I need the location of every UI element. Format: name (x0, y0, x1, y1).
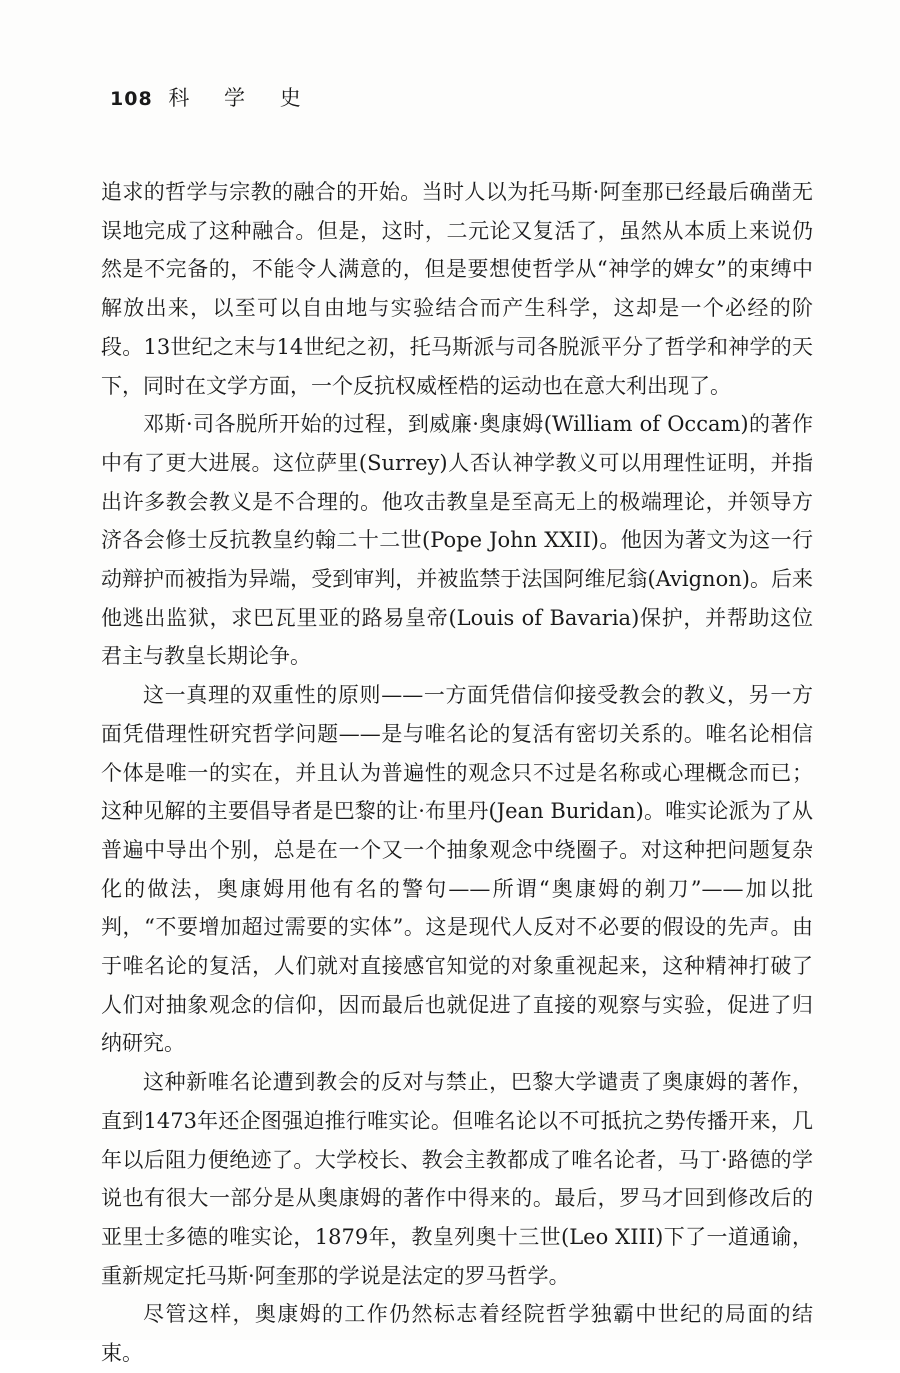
paragraph-continued: 追求的哲学与宗教的融合的开始。当时人以为托马斯·阿奎那已经最后确凿无误地完成了这种融合。但是，这时，二元论又复活了，虽然从本质上来说仍然是不完备的，不能令人满意的，但是要想使哲学从“神学的婢女”的束缚中解放出来，以至可以自由地与实验结合而产生科学，这却是一个必经的阶段。13世纪之末与14世纪之初，托马斯派与司各脱派平分了哲学和神学的天下，同时在文学方面，一个反抗权威桎梏的运动也在意大利出现了。 (101, 180, 813, 398)
running-header (110, 84, 315, 113)
paragraph: 这种新唯名论遭到教会的反对与禁止，巴黎大学谴责了奥康姆的著作，直到1473年还企图强迫推行唯实论。但唯名论以不可抵抗之势传播开来，几年以后阻力便绝迹了。大学校长、教会主教都成了唯名论者，马丁·路德的学说也有很大一部分是从奥康姆的著作中得来的。最后，罗马才回到修改后的亚里士多德的唯实论，1879年，教皇列奥十三世(Leo XIII)下了一道通谕，重新规定托马斯·阿奎那的学说是法定的罗马哲学。 (101, 1070, 813, 1288)
page-number: 108 (110, 88, 153, 110)
book-title: 科 学 史 (168, 86, 315, 110)
paragraph: 这一真理的双重性的原则——一方面凭借信仰接受教会的教义，另一方面凭借理性研究哲学问题——是与唯名论的复活有密切关系的。唯名论相信个体是唯一的实在，并且认为普遍性的观念只不过是名称或心理概念而已；这种见解的主要倡导者是巴黎的让·布里丹(Jean Buridan)。唯实论派为了从普遍中导出个别，总是在一个又一个抽象观念中绕圈子。对这种把问题复杂化的做法，奥康姆用他有名的警句——所谓“奥康姆的剃刀”——加以批判，“不要增加超过需要的实体”。这是现代人反对不必要的假设的先声。由于唯名论的复活，人们就对直接感官知觉的对象重视起来，这种精神打破了人们对抽象观念的信仰，因而最后也就促进了直接的观察与实验，促进了归纳研究。 (101, 683, 813, 1056)
paragraph: 尽管这样，奥康姆的工作仍然标志着经院哲学独霸中世纪的局面的结束。 (101, 1302, 813, 1366)
body-text (101, 173, 813, 1373)
paragraph: 邓斯·司各脱所开始的过程，到威廉·奥康姆(William of Occam)的著作中有了更大进展。这位萨里(Surrey)人否认神学教义可以用理性证明，并指出许多教会教义是不合理的。他攻击教皇是至高无上的极端理论，并领导方济各会修士反抗教皇约翰二十二世(Pope John XXII)。他因为著文为这一行动辩护而被指为异端，受到审判，并被监禁于法国阿维尼翁(Avignon)。后来他逃出监狱，求巴瓦里亚的路易皇帝(Louis of Bavaria)保护，并帮助这位君主与教皇长期论争。 (101, 412, 813, 669)
